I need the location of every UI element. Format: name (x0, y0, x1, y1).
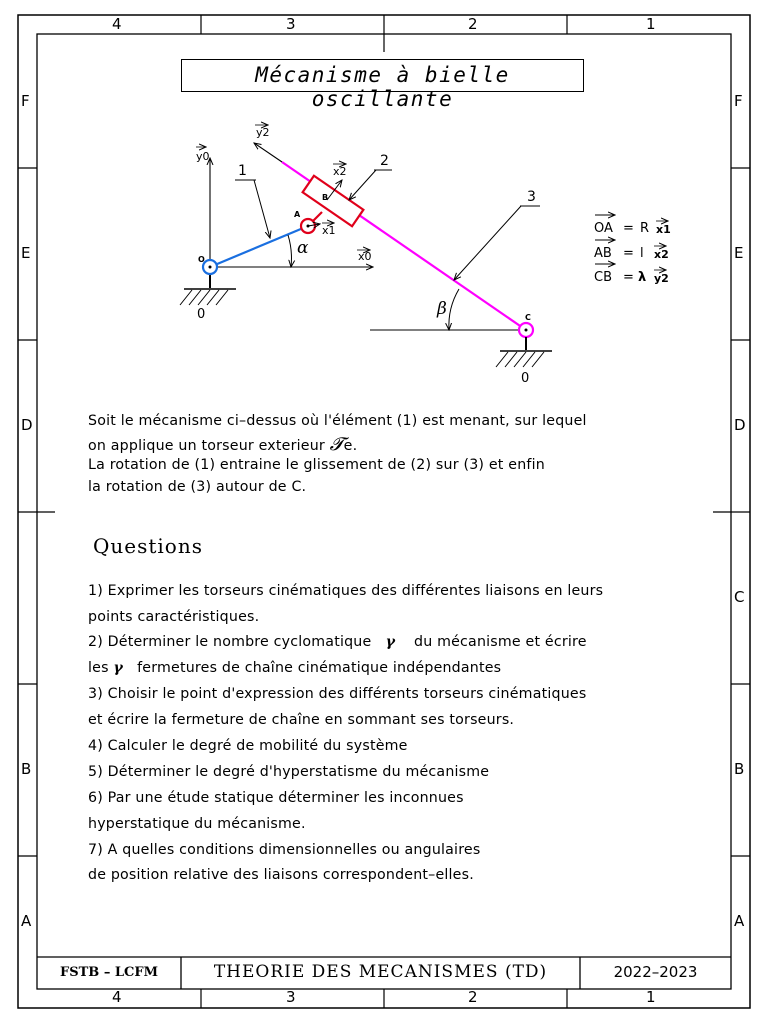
column-marker-1: 1 (646, 15, 656, 33)
question-1-line-2: points caractéristiques. (88, 609, 260, 625)
eq1-coef: R (640, 221, 650, 236)
footer-school: FSTB – LCFM (60, 965, 158, 980)
part-2-label: 2 (380, 153, 389, 169)
question-2-post: du mécanisme et écrire (414, 634, 587, 650)
column-marker-3-bottom: 3 (286, 988, 296, 1006)
question-3-line-1: 3) Choisir le point d'expression des différents torseurs cinématiques (88, 686, 587, 702)
question-7-line-2: de position relative des liaisons correspondent–elles. (88, 867, 474, 883)
description-line-4: la rotation de (3) autour de C. (88, 479, 307, 495)
description-line-2 (88, 434, 357, 455)
eq2-rel: = (623, 246, 634, 261)
column-marker-1-bottom: 1 (646, 988, 656, 1006)
row-marker-e: E (21, 244, 31, 262)
row-marker-b: B (21, 760, 32, 778)
beta-label: β (437, 299, 447, 319)
row-marker-d-right: D (734, 416, 746, 434)
eq3-coef: λ (638, 270, 647, 285)
row-marker-c-right: C (734, 588, 745, 606)
y0-label: y0 (196, 150, 210, 163)
row-marker-f: F (21, 92, 30, 110)
y2-axis (254, 143, 282, 162)
eq2-vec: x2 (654, 248, 669, 261)
eq2-lhs: AB (594, 246, 612, 261)
point-b-label: B (322, 193, 329, 202)
question-4: 4) Calculer le degré de mobilité du système (88, 738, 408, 754)
question-2-line-2 (88, 660, 501, 676)
x1-label: x1 (322, 224, 336, 237)
gamma-symbol-2: γ (113, 660, 123, 676)
point-o-label: O (198, 255, 205, 264)
eq3-vec: y2 (654, 272, 669, 285)
eq1-vec: x1 (656, 223, 671, 236)
description-line-1: Soit le mécanisme ci–dessus où l'élément (1) est menant, sur lequel (88, 413, 587, 429)
question-2-line-1 (88, 634, 587, 650)
eq2-coef: l (640, 246, 644, 261)
part-3-label: 3 (527, 189, 536, 205)
point-c-label: C (525, 313, 531, 322)
torque-symbol: 𝓣 (329, 434, 344, 455)
vector-equations (594, 215, 671, 285)
row-marker-b-right: B (734, 760, 745, 778)
crank-1 (210, 226, 308, 267)
question-2-pre: 2) Déterminer le nombre cyclomatique (88, 634, 372, 650)
description-line-2-text: on applique un torseur exterieur (88, 438, 325, 454)
row-marker-e-right: E (734, 244, 744, 262)
question-2b-pre: les (88, 660, 109, 676)
x2-label: x2 (333, 165, 347, 178)
column-marker-2: 2 (468, 15, 478, 33)
question-7-line-1: 7) A quelles conditions dimensionnelles ou angulaires (88, 842, 481, 858)
column-marker-2-bottom: 2 (468, 988, 478, 1006)
question-2b-post: fermetures de chaîne cinématique indépendantes (137, 660, 502, 676)
mechanism-diagram (0, 0, 768, 400)
ground-left-label: 0 (197, 307, 206, 322)
page-title: Mécanisme à bielle oscillante (255, 63, 510, 111)
point-a-label: A (294, 210, 301, 219)
row-marker-a-right: A (734, 912, 745, 930)
row-marker-d: D (21, 416, 33, 434)
question-5: 5) Déterminer le degré d'hyperstatisme du mécanisme (88, 764, 490, 780)
footer-course: THEORIE DES MECANISMES (TD) (213, 962, 548, 982)
eq1-rel: = (623, 221, 634, 236)
slider-2 (303, 176, 364, 226)
question-6-line-1: 6) Par une étude statique déterminer les inconnues (88, 790, 464, 806)
eq3-lhs: CB (594, 270, 612, 285)
column-marker-4-bottom: 4 (112, 988, 122, 1006)
alpha-label: α (297, 238, 309, 258)
description-line-3: La rotation de (1) entraine le glissement de (2) sur (3) et enfin (88, 457, 545, 473)
gamma-symbol: γ (385, 634, 396, 650)
eq3-rel: = (623, 270, 634, 285)
row-marker-a: A (21, 912, 32, 930)
question-1-line-1: 1) Exprimer les torseurs cinématiques des différentes liaisons en leurs (88, 583, 604, 599)
torque-subscript: e. (343, 438, 358, 454)
part-1-label: 1 (238, 163, 247, 179)
x0-label: x0 (358, 250, 372, 263)
ground-right-label: 0 (521, 371, 530, 386)
eq1-lhs: OA (594, 221, 613, 236)
y2-label: y2 (256, 126, 270, 139)
question-3-line-2: et écrire la fermeture de chaîne en sommant ses torseurs. (88, 712, 515, 728)
column-marker-4: 4 (112, 15, 122, 33)
questions-heading: Questions (93, 534, 203, 558)
footer-year: 2022–2023 (613, 963, 698, 981)
column-marker-3: 3 (286, 15, 296, 33)
question-6-line-2: hyperstatique du mécanisme. (88, 816, 306, 832)
row-marker-f-right: F (734, 92, 743, 110)
